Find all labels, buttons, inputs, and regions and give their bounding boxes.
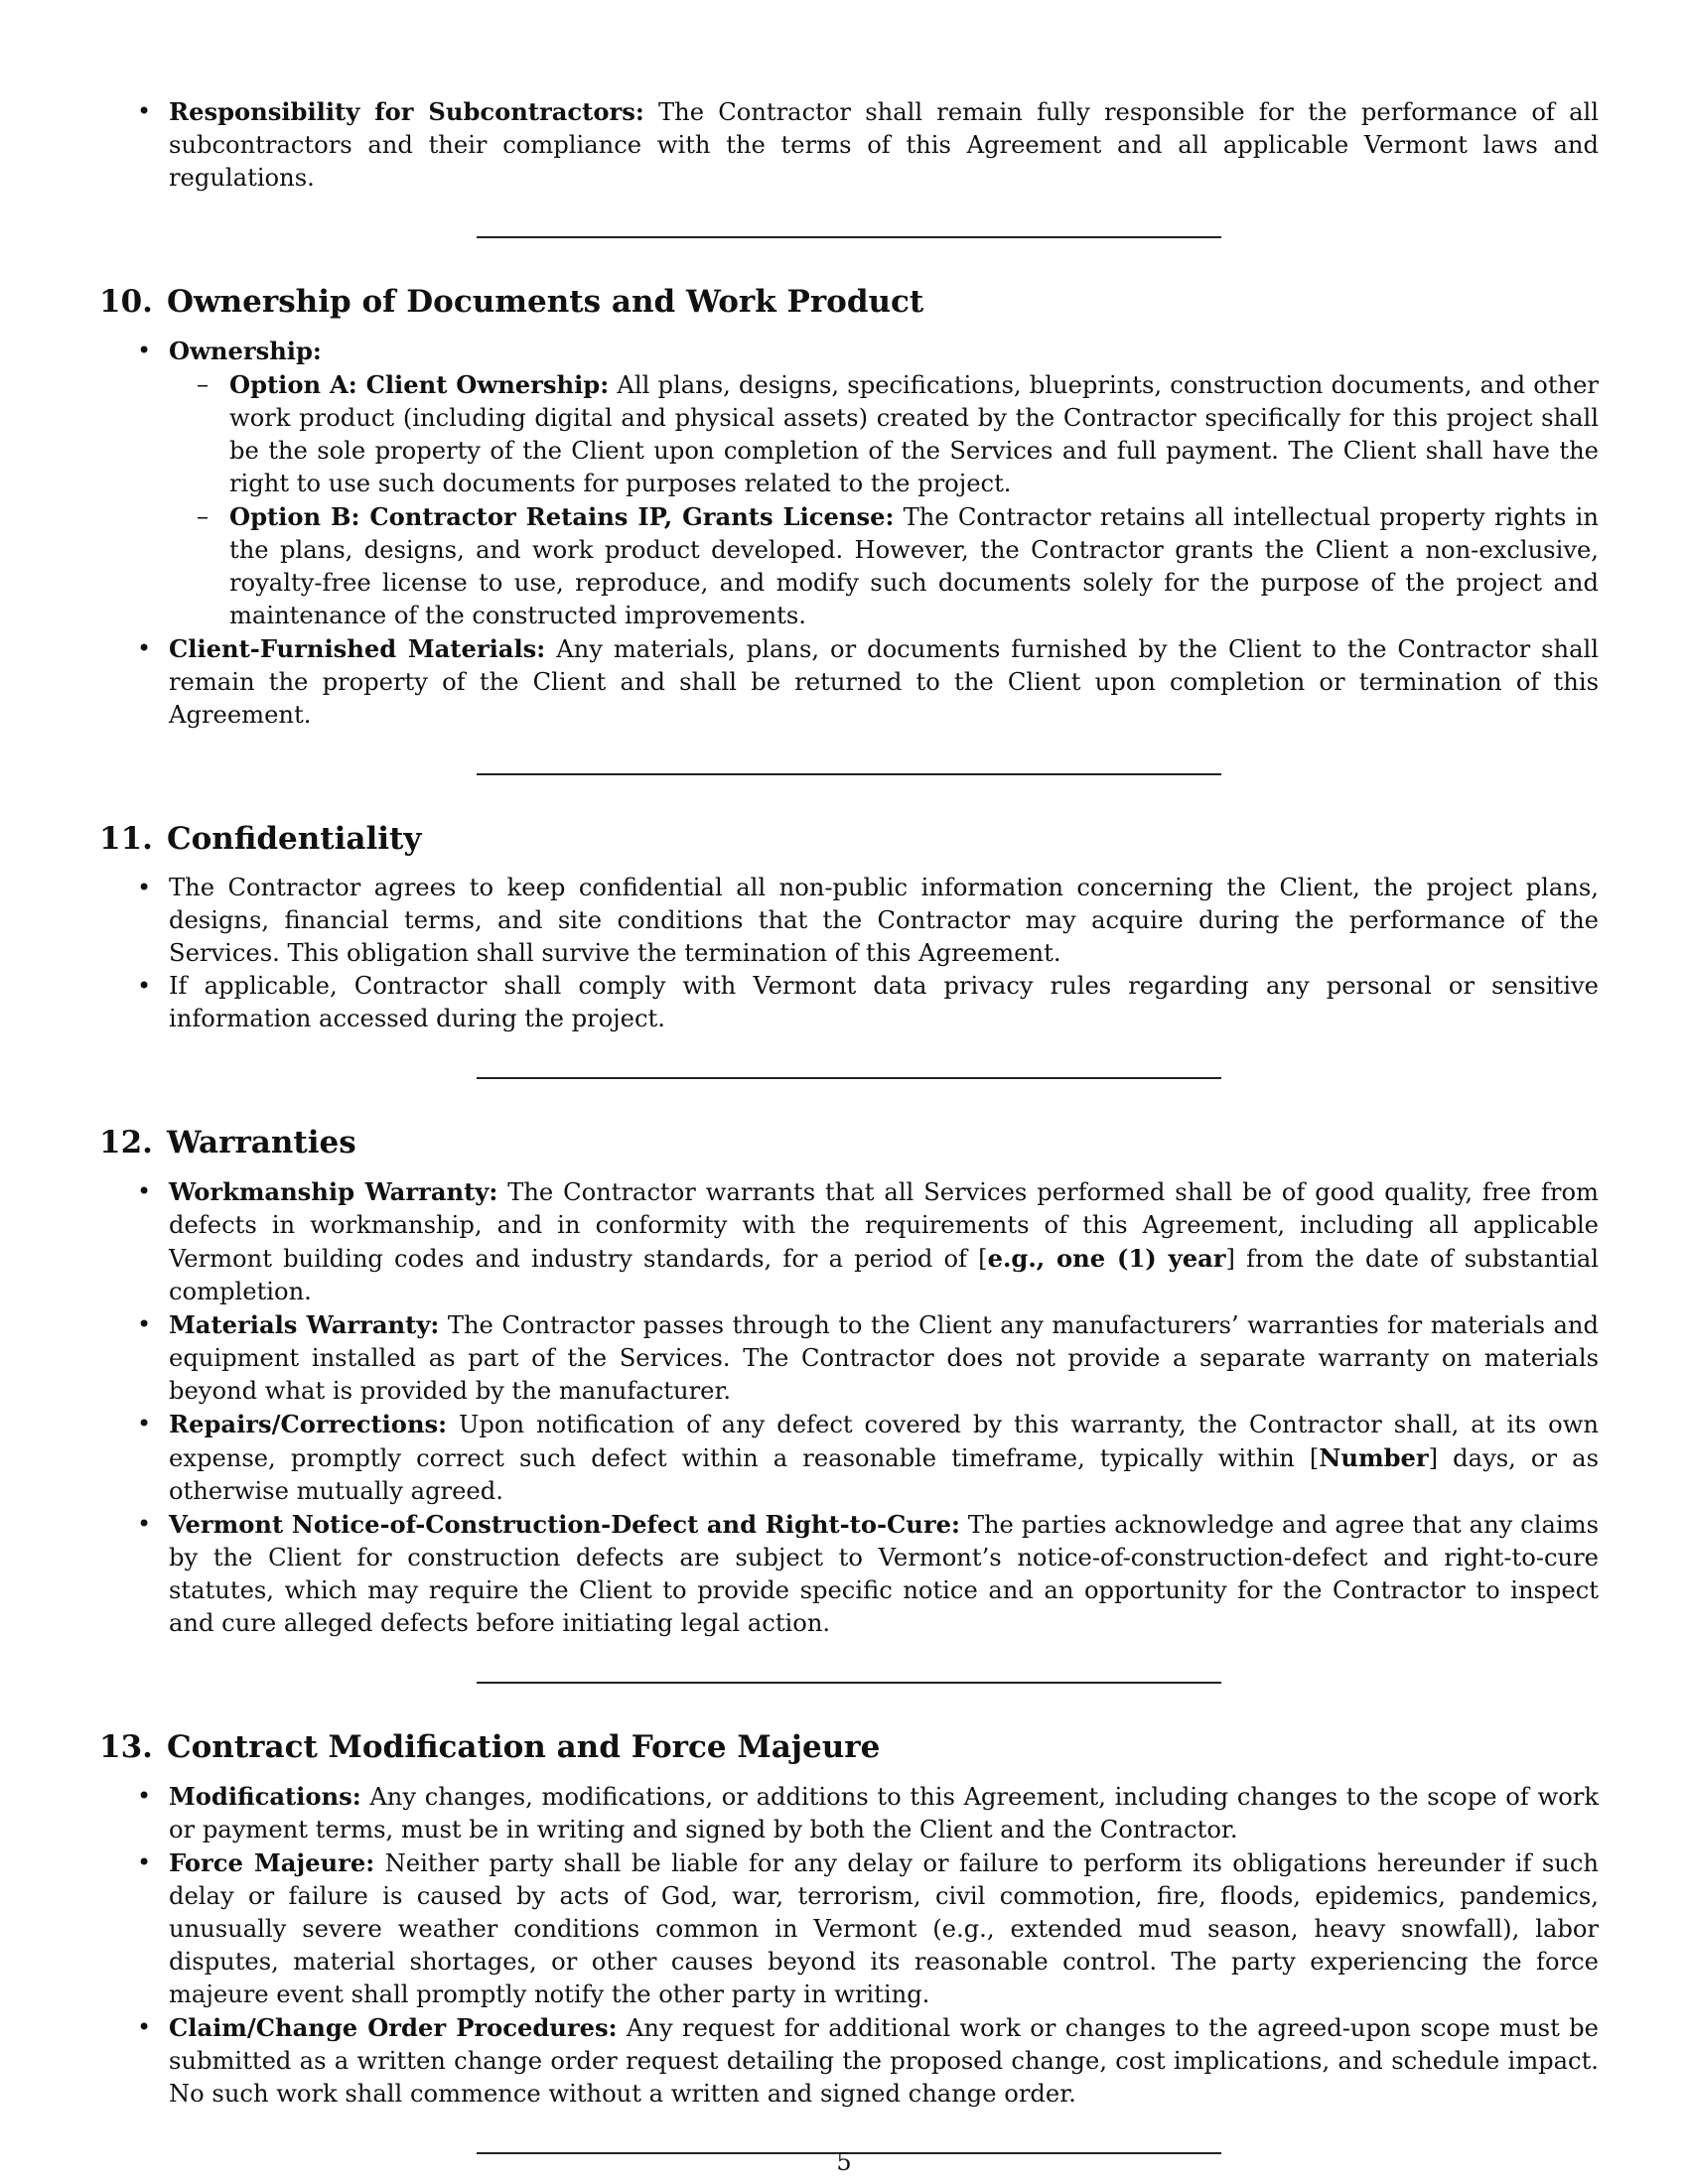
list-item: • The Contractor agrees to keep confidential all non-public information concerning the Client, the project plans, designs, financial terms, and site conditions that the Contractor may acquire during the performance of the Services. This obligation shall survive the termination of this Agreement. [99, 872, 1599, 970]
document-page [99, 95, 1599, 2154]
section-heading-10: 10. Ownership of Documents and Work Product [99, 284, 924, 320]
list-item: • Modifications: Any changes, modifications, or additions to this Agreement, including changes to the scope of work or payment terms, must be in writing and signed by both the Client and the Contractor. [99, 1780, 1599, 1846]
section-12-list [99, 1175, 1599, 1640]
section-divider [477, 236, 1221, 238]
section-13-list [99, 1780, 1599, 2111]
item-title: Ownership: [169, 337, 322, 365]
item-title: Responsibility for Subcontractors: [169, 97, 644, 126]
section-heading-12: 12. Warranties [99, 1125, 356, 1160]
item-title: Client-Furnished Materials: [169, 634, 546, 663]
section-10-list [99, 335, 1599, 732]
page-number: 5 [836, 2148, 852, 2176]
list-item: • If applicable, Contractor shall comply with Vermont data privacy rules regarding any personal or sensitive information accessed during the project. [99, 970, 1599, 1035]
list-item [99, 632, 1599, 732]
list-item: • Workmanship Warranty: The Contractor warrants that all Services performed shall be of good quality, free from defects in workmanship, and in conformity with the requirements of this Agreement, including all applicable Vermont building codes and industry standards, for a period of [e.g., one (1) year] from the date of substantial completion. [99, 1175, 1599, 1308]
section-heading-11: 11. Confidentiality [99, 821, 422, 857]
list-item: • Repairs/Corrections: Upon notification of any defect covered by this warranty, the Contractor shall, at its own expense, promptly correct such defect within a reasonable timeframe, typically within [Number] days, or as otherwise mutually agreed. [99, 1408, 1599, 1508]
section-heading-13: 13. Contract Modification and Force Majeure [99, 1729, 881, 1765]
section-divider [477, 1077, 1221, 1079]
sub-list-item: – Option B: Contractor Retains IP, Grants License: The Contractor retains all intellectual property rights in the plans, designs, and work product developed. However, the Contractor grants the Client a non-exclusive, royalty-free license to use, reproduce, and modify such documents solely for the purpose of the project and maintenance of the constructed improvements. [169, 500, 1599, 632]
section-divider [477, 773, 1221, 775]
section-9-tail-list [99, 95, 1599, 195]
list-item: • Materials Warranty: The Contractor passes through to the Client any manufacturers’ warranties for materials and equipment installed as part of the Services. The Contractor does not provide a separate warranty on materials beyond what is provided by the manufacturer. [99, 1308, 1599, 1408]
section-11-list [99, 872, 1599, 1035]
list-item: • Claim/Change Order Procedures: Any request for additional work or changes to the agreed-upon scope must be submitted as a written change order request detailing the proposed change, cost implications, and schedule impact. No such work shall commence without a written and signed change order. [99, 2011, 1599, 2111]
section-divider [477, 1682, 1221, 1684]
item-text: Any materials, plans, or documents furnished by the Client to the Contractor shall remain the property of the Client and shall be returned to the Client upon completion or termination of this Agreement. [169, 635, 1599, 729]
ownership-options-list [169, 368, 1599, 632]
item-text: The Contractor shall remain fully responsible for the performance of all subcontractors and their compliance with the terms of this Agreement and all applicable Vermont laws and regulations. [169, 98, 1599, 192]
list-item [99, 95, 1599, 195]
list-item: • Force Majeure: Neither party shall be liable for any delay or failure to perform its obligations hereunder if such delay or failure is caused by acts of God, war, terrorism, civil commotion, fire, floods, epidemics, pandemics, unusually severe weather conditions common in Vermont (e.g., extended mud season, heavy snowfall), labor disputes, material shortages, or other causes beyond its reasonable control. The party experiencing the force majeure event shall promptly notify the other party in writing. [99, 1846, 1599, 2011]
list-item: • Vermont Notice-of-Construction-Defect and Right-to-Cure: The parties acknowledge and agree that any claims by the Client for construction defects are subject to Vermont’s notice-of-construction-defect and right-to-cure statutes, which may require the Client to provide specific notice and an opportunity for the Contractor to inspect and cure alleged defects before initiating legal action. [99, 1508, 1599, 1640]
sub-list-item: – Option A: Client Ownership: All plans, designs, specifications, blueprints, construction documents, and other work product (including digital and physical assets) created by the Contractor specifically for this project shall be the sole property of the Client upon completion of the Services and full payment. The Client shall have the right to use such documents for purposes related to the project. [169, 368, 1599, 500]
list-item [99, 335, 1599, 632]
